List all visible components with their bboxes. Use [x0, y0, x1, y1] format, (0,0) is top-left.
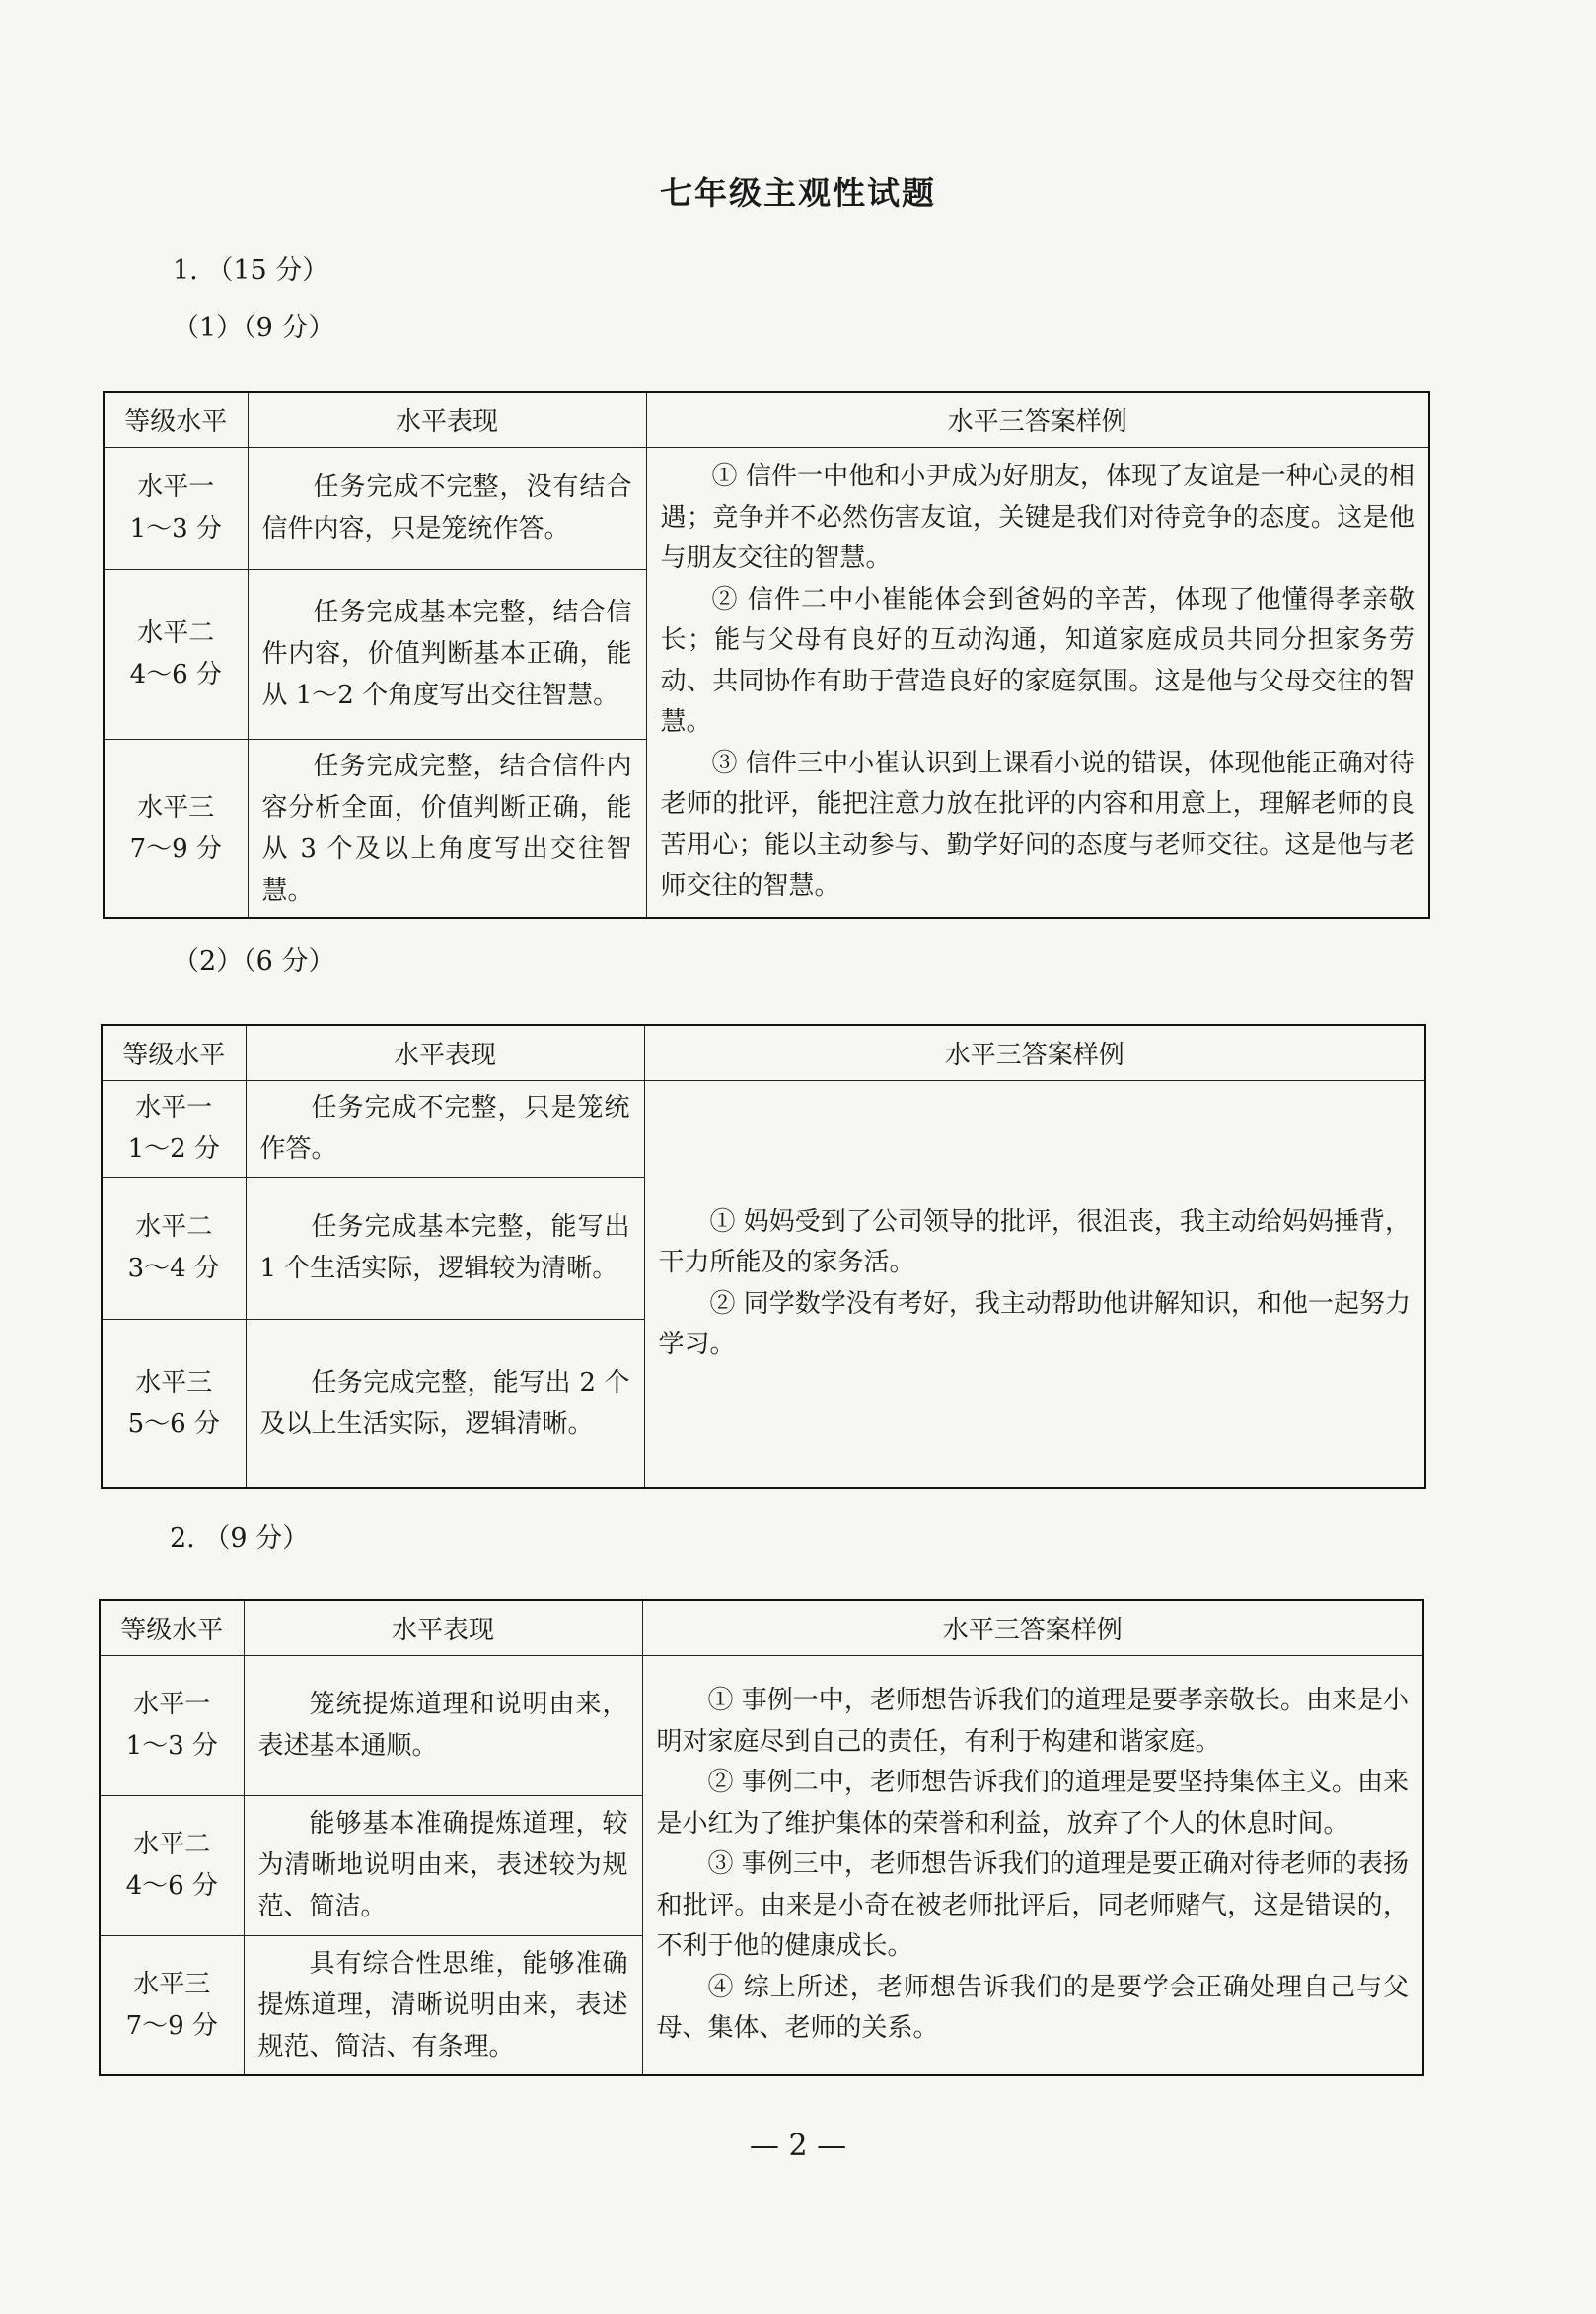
level-score: 1～3 分 — [125, 1731, 218, 1761]
question-1-part-2-label: （2）（6 分） — [173, 946, 335, 976]
performance-text: 任务完成不完整，只是笼统作答。 — [259, 1093, 630, 1164]
answer-item: ① 信件一中他和小尹成为好朋友，体现了友谊是一种心灵的相遇；竞争并不必然伤害友谊，关键是我们对待竞争的态度。这是他与朋友交往的智慧。 — [660, 462, 1415, 574]
level-cell — [100, 1795, 244, 1935]
level-cell — [104, 569, 248, 739]
level-cell — [100, 1655, 244, 1795]
header-level: 等级水平 — [100, 1600, 244, 1655]
table-header-row — [104, 392, 1429, 447]
performance-text: 具有综合性思维，能够准确提炼道理，清晰说明由来，表述规范、简洁、有条理。 — [257, 1948, 628, 2061]
header-performance: 水平表现 — [248, 392, 646, 447]
sample-answer-cell — [642, 1655, 1423, 2075]
answer-item: ③ 信件三中小崔认识到上课看小说的错误，体现他能正确对待老师的批评，能把注意力放在批评的内容和用意上，理解老师的良苦用心；能以主动参与、勤学好问的态度与老师交往。这是他与老师交往的智慧。 — [660, 748, 1415, 902]
answer-item: ② 事例二中，老师想告诉我们的道理是要坚持集体主义。由来是小红为了维护集体的荣誉和利益，放弃了个人的休息时间。 — [656, 1768, 1409, 1839]
page-number: — 2 — — [749, 2129, 847, 2163]
rubric-table-1 — [103, 391, 1430, 919]
performance-cell — [244, 1795, 642, 1935]
performance-cell — [248, 739, 646, 918]
performance-cell — [244, 1655, 642, 1795]
header-level: 等级水平 — [104, 392, 248, 447]
level-cell — [100, 1935, 244, 2075]
sample-answer-cell — [646, 447, 1429, 918]
level-score: 5～6 分 — [127, 1409, 220, 1439]
table-header-row — [100, 1600, 1423, 1655]
performance-text: 任务完成不完整，没有结合信件内容，只是笼统作答。 — [261, 472, 632, 543]
answer-item: ① 事例一中，老师想告诉我们的道理是要孝亲敬长。由来是小明对家庭尽到自己的责任，有利于构建和谐家庭。 — [656, 1686, 1409, 1757]
rubric-table-3 — [99, 1599, 1424, 2076]
level-name: 水平一 — [137, 472, 215, 502]
header-sample-answer: 水平三答案样例 — [642, 1600, 1423, 1655]
level-score: 3～4 分 — [127, 1254, 220, 1283]
level-name: 水平二 — [133, 1830, 211, 1859]
performance-cell — [244, 1935, 642, 2075]
header-performance: 水平表现 — [246, 1025, 644, 1080]
level-cell — [102, 1319, 246, 1488]
rubric-table-2 — [101, 1024, 1426, 1489]
level-name: 水平三 — [137, 792, 215, 823]
performance-text: 任务完成完整，结合信件内容分析全面，价值判断正确，能从 3 个及以上角度写出交往智慧。 — [261, 751, 632, 905]
performance-text: 笼统提炼道理和说明由来，表述基本通顺。 — [257, 1690, 628, 1761]
level-cell — [104, 447, 248, 569]
performance-text: 任务完成基本完整，结合信件内容，价值判断基本正确，能从 1～2 个角度写出交往智慧。 — [261, 598, 632, 710]
level-score: 1～2 分 — [127, 1134, 220, 1164]
performance-text: 能够基本准确提炼道理，较为清晰地说明由来，表述较为规范、简洁。 — [257, 1809, 628, 1921]
level-name: 水平一 — [133, 1690, 211, 1719]
level-name: 水平一 — [135, 1093, 213, 1122]
header-performance: 水平表现 — [244, 1600, 642, 1655]
answer-item: ② 信件二中小崔能体会到爸妈的辛苦，体现了他懂得孝亲敬长；能与父母有良好的互动沟通，知道家庭成员共同分担家务劳动、共同协作有助于营造良好的家庭氛围。这是他与父母交往的智慧。 — [660, 584, 1415, 738]
performance-cell — [246, 1319, 644, 1488]
answer-item: ③ 事例三中，老师想告诉我们的道理是要正确对待老师的表扬和批评。由来是小奇在被老师批评后，同老师赌气，这是错误的，不利于他的健康成长。 — [656, 1849, 1409, 1961]
page-title: 七年级主观性试题 — [660, 174, 936, 212]
level-score: 7～9 分 — [129, 833, 222, 864]
table-row — [100, 1655, 1423, 1795]
question-2-label: 2. （9 分） — [170, 1523, 310, 1554]
table-row — [104, 447, 1429, 569]
header-sample-answer: 水平三答案样例 — [644, 1025, 1425, 1080]
answer-item: ④ 综上所述，老师想告诉我们的是要学会正确处理自己与父母、集体、老师的关系。 — [656, 1972, 1409, 2043]
level-name: 水平三 — [133, 1969, 211, 1999]
level-cell — [104, 739, 248, 918]
level-name: 水平二 — [135, 1212, 213, 1242]
level-score: 1～3 分 — [129, 514, 222, 543]
question-1-label: 1. （15 分） — [173, 255, 329, 286]
level-score: 4～6 分 — [129, 660, 222, 689]
performance-text: 任务完成完整，能写出 2 个及以上生活实际，逻辑清晰。 — [259, 1367, 630, 1439]
level-score: 7～9 分 — [125, 2010, 218, 2041]
level-name: 水平二 — [137, 618, 215, 648]
sample-answer-cell — [644, 1080, 1425, 1488]
level-cell — [102, 1080, 246, 1177]
level-score: 4～6 分 — [125, 1871, 218, 1901]
performance-cell — [246, 1080, 644, 1177]
performance-text: 任务完成基本完整，能写出 1 个生活实际，逻辑较为清晰。 — [259, 1212, 630, 1283]
performance-cell — [248, 569, 646, 739]
level-name: 水平三 — [135, 1367, 213, 1398]
answer-item: ② 同学数学没有考好，我主动帮助他讲解知识，和他一起努力学习。 — [658, 1288, 1411, 1360]
question-1-part-1-label: （1）（9 分） — [173, 313, 335, 343]
level-cell — [102, 1177, 246, 1319]
header-level: 等级水平 — [102, 1025, 246, 1080]
performance-cell — [246, 1177, 644, 1319]
answer-item: ① 妈妈受到了公司领导的批评，很沮丧，我主动给妈妈捶背，干力所能及的家务活。 — [658, 1206, 1411, 1278]
table-header-row — [102, 1025, 1425, 1080]
performance-cell — [248, 447, 646, 569]
table-row — [102, 1080, 1425, 1177]
header-sample-answer: 水平三答案样例 — [646, 392, 1429, 447]
